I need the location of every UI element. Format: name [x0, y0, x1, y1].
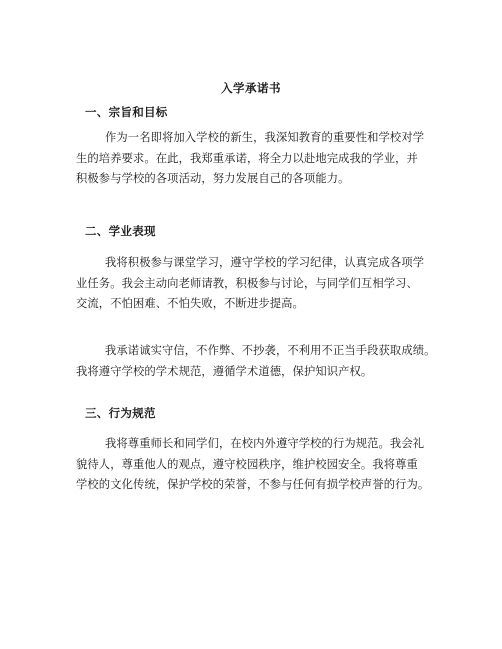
paragraph-conduct	[76, 434, 456, 496]
paragraph-line: 交流，不怕困难、不怕失败，不断进步提高。	[76, 297, 304, 310]
paragraph-line: 我承诺诚实守信，不作弊、不抄袭，不利用不正当手段获取成绩。	[105, 344, 436, 357]
paragraph-academics-1	[76, 253, 456, 315]
paragraph-line: 我将尊重师长和同学们，在校内外遵守学校的行为规范。我会礼	[105, 437, 425, 450]
paragraph-line: 我将积极参与课堂学习，遵守学校的学习纪律，认真完成各项学	[105, 256, 425, 269]
paragraph-line: 学校的文化传统，保护学校的荣誉，不参与任何有损学校声誉的行为。	[76, 478, 430, 491]
document-title: 入学承诺书	[221, 81, 281, 95]
paragraph-line: 生的培养要求。在此，我郑重承诺，将全力以赴地完成我的学业，并	[76, 151, 418, 165]
section-heading-academics: 二、学业表现	[85, 224, 156, 238]
paragraph-line: 作为一名即将加入学校的新生，我深知教育的重要性和学校对学	[105, 131, 425, 144]
section-heading-purpose: 一、宗旨和目标	[85, 105, 168, 119]
paragraph-line: 貌待人，尊重他人的观点，遵守校园秩序，维护校园安全。我将尊重	[76, 457, 418, 471]
paragraph-purpose	[76, 128, 456, 190]
paragraph-line: 我将遵守学校的学术规范，遵循学术道德，保护知识产权。	[76, 364, 373, 378]
paragraph-line: 业任务。我会主动向老师请教，积极参与讨论，与同学们互相学习、	[76, 276, 418, 290]
section-heading-conduct: 三、行为规范	[85, 406, 156, 420]
paragraph-line: 积极参与学校的各项活动，努力发展自己的各项能力。	[76, 172, 350, 185]
paragraph-academics-2	[76, 341, 456, 382]
